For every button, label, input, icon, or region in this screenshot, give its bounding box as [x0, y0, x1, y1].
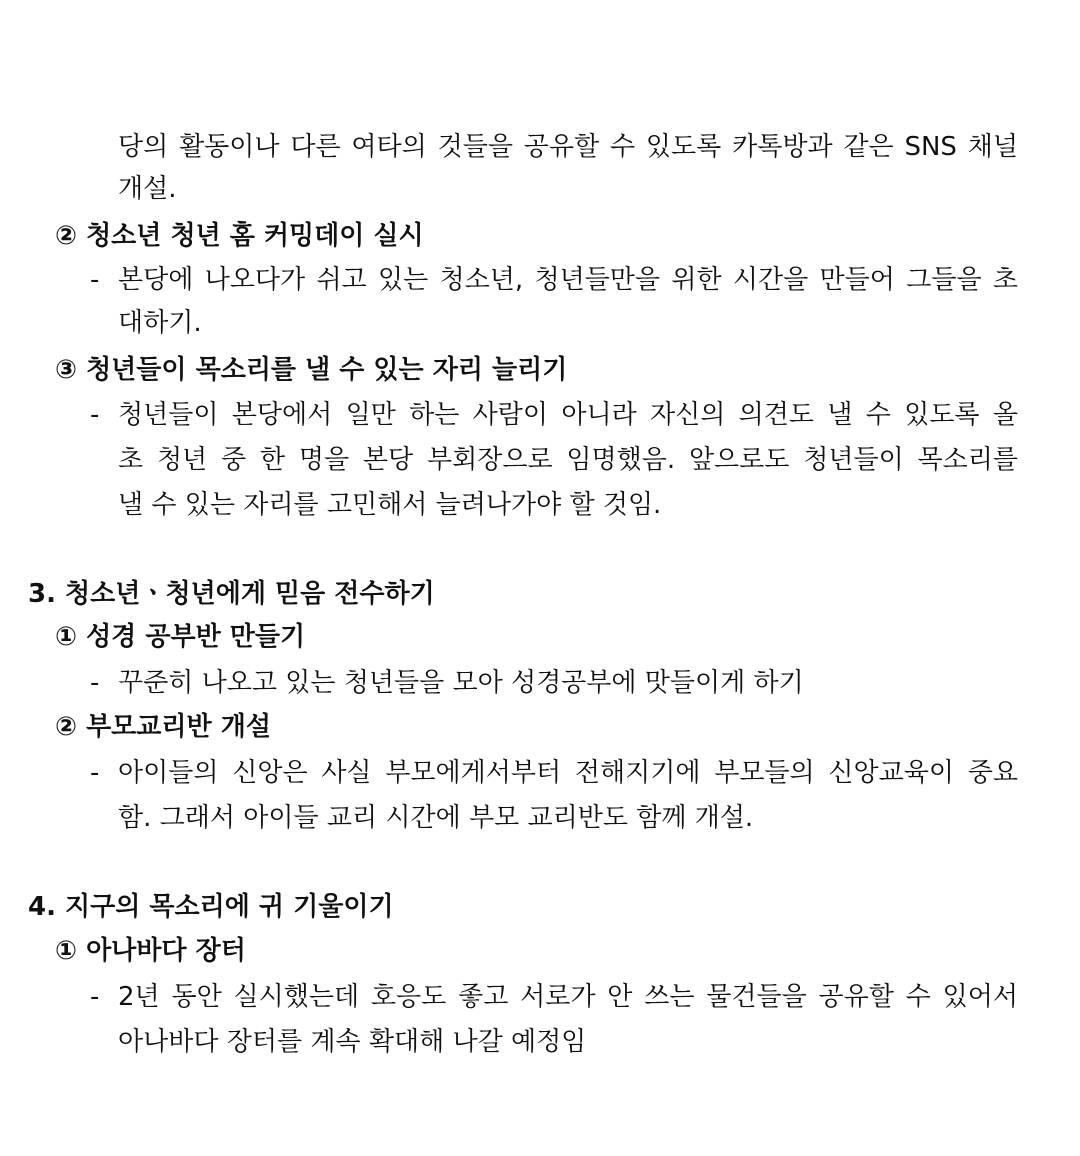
paragraph-line: 낼 수 있는 자리를 고민해서 늘려나가야 할 것임. — [118, 490, 662, 520]
paragraph-line: 아이들의 신앙은 사실 부모에게서부터 전해지기에 부모들의 신앙교육이 중요 — [118, 758, 1018, 788]
paragraph-line: 함. 그래서 아이들 교리 시간에 부모 교리반도 함께 개설. — [118, 803, 754, 833]
paragraph-line: 꾸준히 나오고 있는 청년들을 모아 성경공부에 맛들이게 하기 — [118, 668, 804, 698]
subheading: ② 부모교리반 개설 — [55, 712, 271, 742]
paragraph-line: 아나바다 장터를 계속 확대해 나갈 예정임 — [118, 1027, 587, 1057]
section-heading: 4. 지구의 목소리에 귀 기울이기 — [28, 892, 394, 922]
paragraph-line: 당의 활동이나 다른 여타의 것들을 공유할 수 있도록 카톡방과 같은 SNS 채널 — [118, 132, 1018, 162]
paragraph-line: 2년 동안 실시했는데 호응도 좋고 서로가 안 쓰는 물건들을 공유할 수 있어서 — [118, 982, 1018, 1012]
paragraph-line: 대하기. — [118, 308, 202, 338]
paragraph-line: 초 청년 중 한 명을 본당 부회장으로 임명했음. 앞으로도 청년들이 목소리를 — [118, 445, 1018, 475]
subheading: ③ 청년들이 목소리를 낼 수 있는 자리 늘리기 — [55, 355, 568, 385]
paragraph-line: 개설. — [118, 174, 177, 204]
bullet-dash: - — [90, 982, 100, 1012]
bullet-dash: - — [90, 400, 100, 430]
subheading: ② 청소년 청년 홈 커밍데이 실시 — [55, 221, 424, 251]
bullet-dash: - — [90, 758, 100, 788]
paragraph-line: 본당에 나오다가 쉬고 있는 청소년, 청년들만을 위한 시간을 만들어 그들을 초 — [118, 265, 1018, 295]
bullet-dash: - — [90, 265, 100, 295]
bullet-dash: - — [90, 668, 100, 698]
subheading: ① 성경 공부반 만들기 — [55, 622, 306, 652]
subheading: ① 아나바다 장터 — [55, 936, 246, 966]
section-heading: 3. 청소년ㆍ청년에게 믿음 전수하기 — [28, 579, 435, 609]
paragraph-line: 청년들이 본당에서 일만 하는 사람이 아니라 자신의 의견도 낼 수 있도록 올 — [118, 400, 1018, 430]
